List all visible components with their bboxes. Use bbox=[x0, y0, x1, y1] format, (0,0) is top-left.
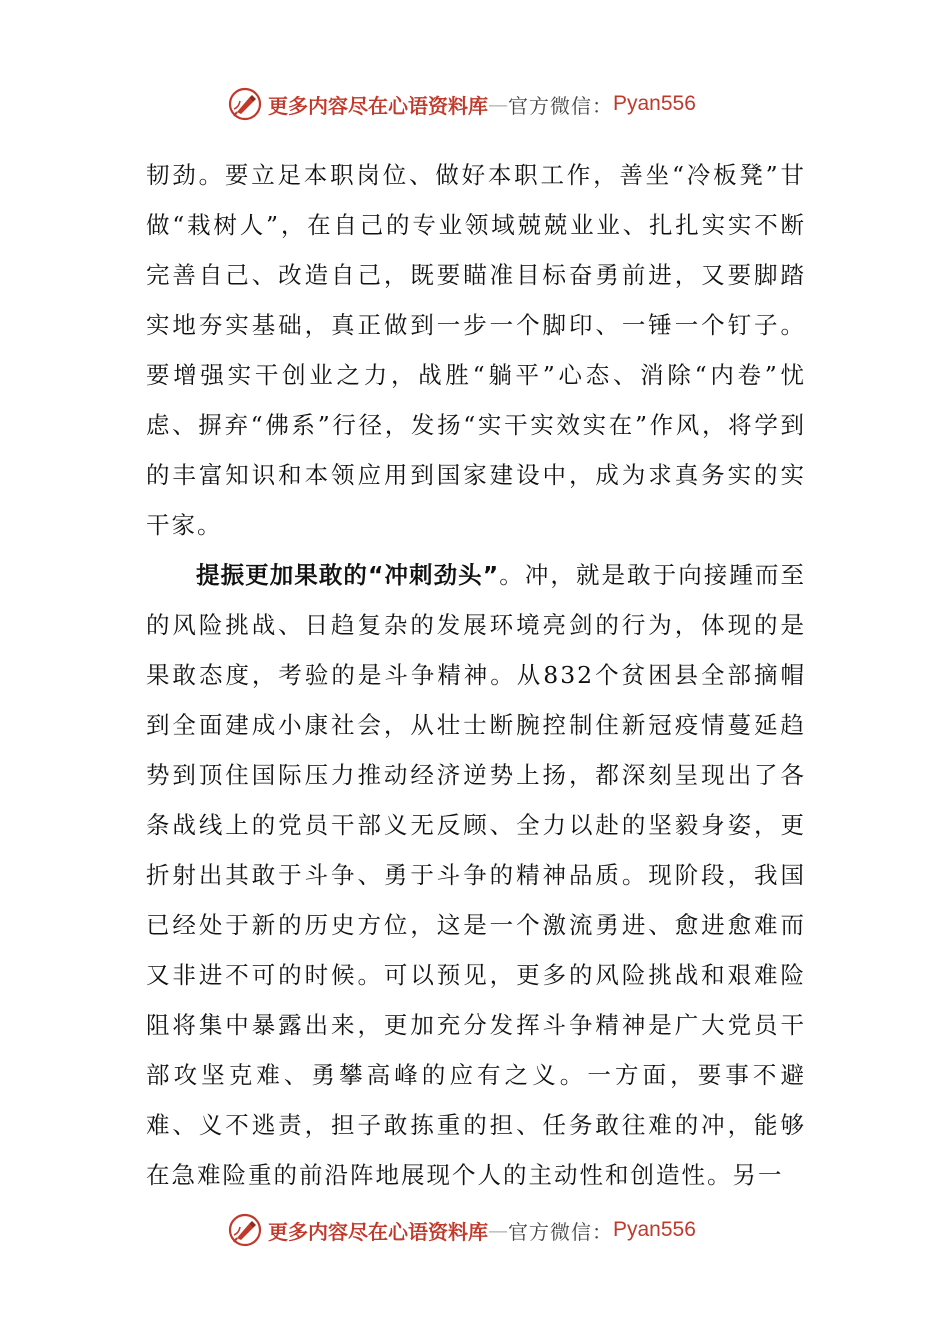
footer-banner bbox=[228, 1210, 748, 1250]
body-text bbox=[146, 150, 806, 1200]
paragraph-text: 韧劲。要立足本职岗位、做好本职工作，善坐“冷板凳”甘做“栽树人”，在自己的专业领域兢兢业业、扎扎实实不断完善自己、改造自己，既要瞄准目标奋勇前进，又要脚踏实地夯实基础，真正做到一步一个脚印、一锤一个钉子。要增强实干创业之力，战胜“躺平”心态、消除“内卷”忧虑、摒弃“佛系”行径，发扬“实干实效实在”作风，将学到的丰富知识和本领应用到国家建设中，成为求真务实的实干家。 bbox=[146, 161, 806, 539]
pen-nib-logo-icon bbox=[228, 1213, 262, 1247]
banner-wechat-id: Pyan556 bbox=[613, 1218, 696, 1241]
banner-wechat-label: 官方微信： bbox=[508, 1219, 613, 1244]
banner-dash: — bbox=[488, 92, 508, 116]
banner-wechat-id: Pyan556 bbox=[613, 92, 696, 115]
paragraph bbox=[146, 150, 806, 550]
banner-dash: — bbox=[488, 1218, 508, 1242]
banner-main-text: 更多内容尽在心语资料库 bbox=[268, 93, 488, 118]
paragraph-text: 。冲，就是敢于向接踵而至的风险挑战、日趋复杂的发展环境亮剑的行为，体现的是果敢态度，考验的是斗争精神。从832个贫困县全部摘帽到全面建成小康社会，从壮士断腕控制住新冠疫情蔓延趋势到顶住国际压力推动经济逆势上扬，都深刻呈现出了各条战线上的党员干部义无反顾、全力以赴的坚毅身姿，更折射出其敢于斗争、勇于斗争的精神品质。现阶段，我国已经处于新的历史方位，这是一个激流勇进、愈进愈难而又非进不可的时候。可以预见，更多的风险挑战和艰难险阻将集中暴露出来，更加充分发挥斗争精神是广大党员干部攻坚克难、勇攀高峰的应有之义。一方面，要事不避难、义不逃责，担子敢拣重的担、任务敢往难的冲，能够在急难险重的前沿阵地展现个人的主动性和创造性。另一 bbox=[146, 561, 807, 1189]
paragraph bbox=[146, 550, 806, 1200]
banner-main-text: 更多内容尽在心语资料库 bbox=[268, 1219, 488, 1244]
banner-wechat-label: 官方微信： bbox=[508, 93, 613, 118]
pen-nib-logo-icon bbox=[228, 87, 262, 121]
header-banner bbox=[228, 84, 748, 124]
paragraph-lead-heading: 提振更加果敢的“冲刺劲头” bbox=[196, 561, 500, 589]
